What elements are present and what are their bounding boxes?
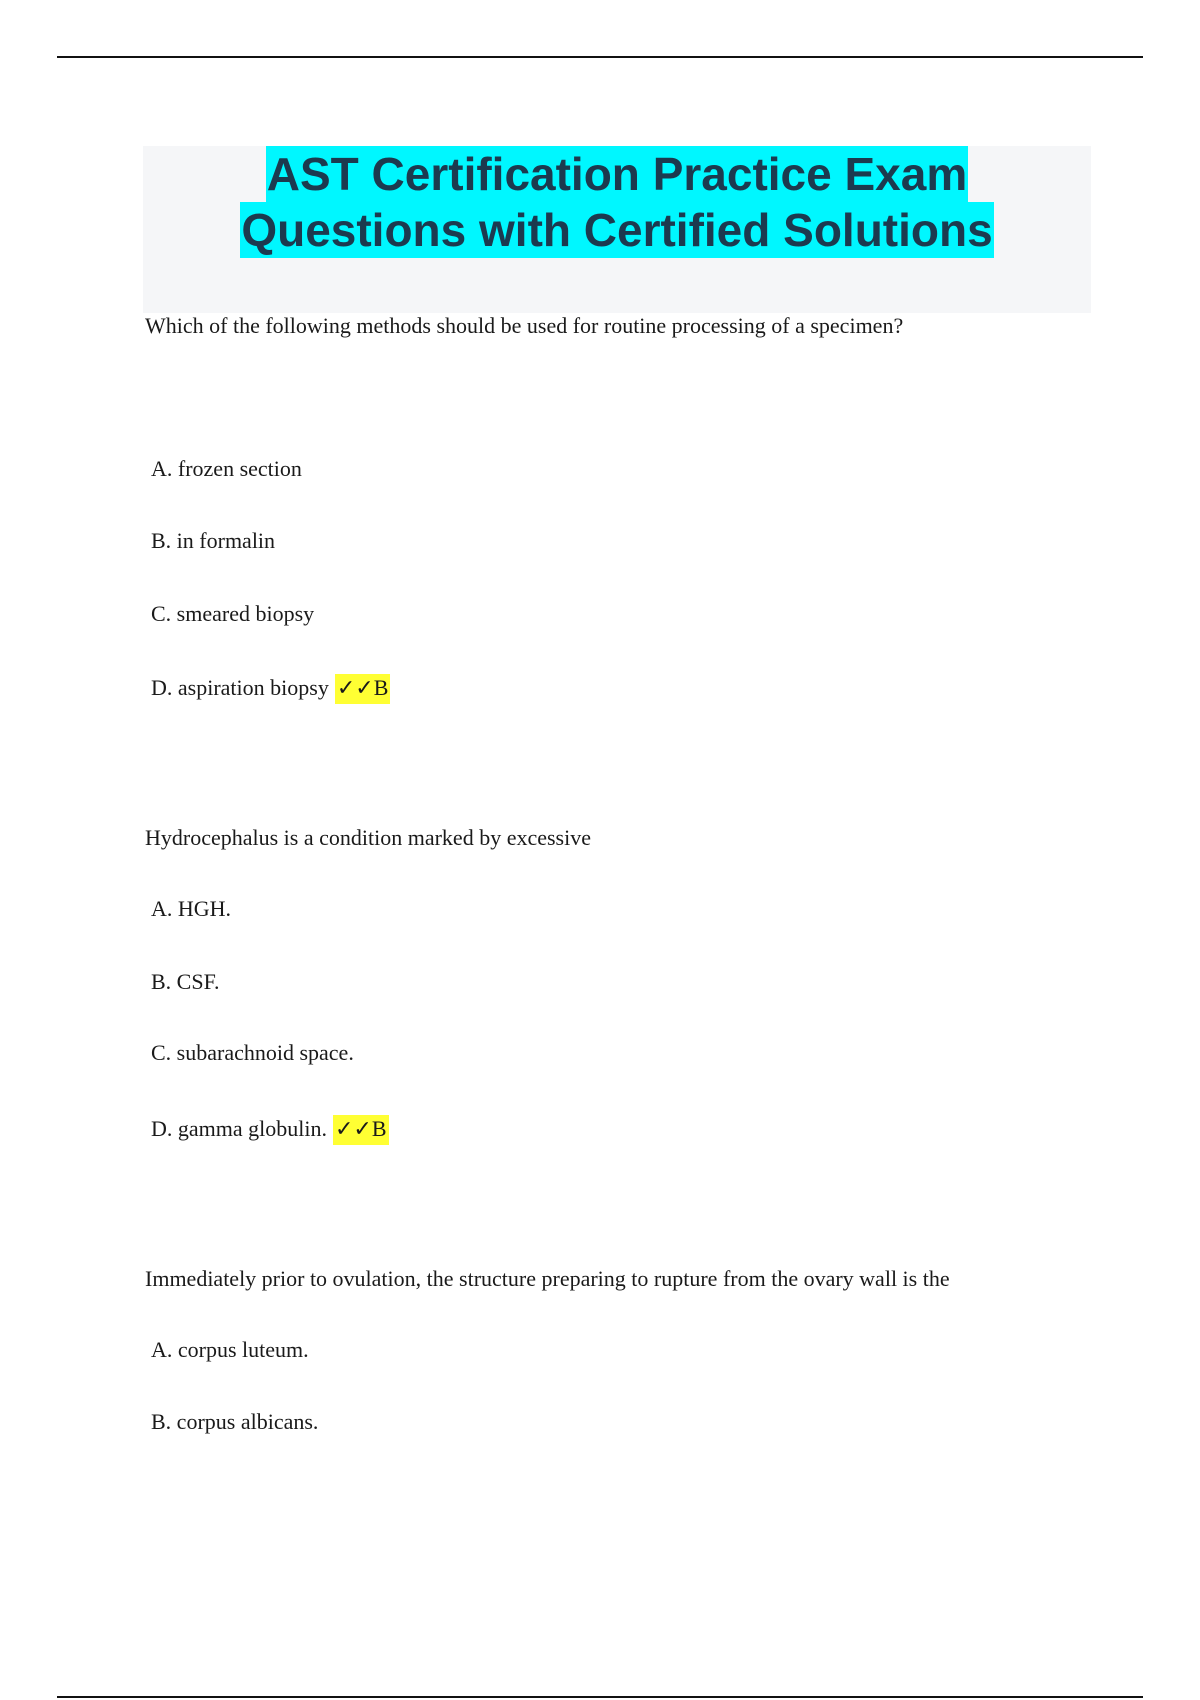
question-1-option-c: C. smeared biopsy	[151, 601, 315, 626]
bottom-rule	[57, 1696, 1143, 1698]
question-1-answer	[335, 674, 391, 704]
question-2-option-c: C. subarachnoid space.	[151, 1040, 354, 1065]
question-1-option-d-row	[151, 674, 390, 703]
answer-check-icon: ✓✓	[336, 676, 374, 701]
document-title	[143, 146, 1091, 258]
title-panel	[143, 146, 1091, 313]
top-rule	[57, 56, 1143, 58]
question-1-option-d: D. aspiration biopsy	[151, 675, 329, 700]
question-1-option-a: A. frozen section	[151, 456, 302, 481]
question-1-option-b: B. in formalin	[151, 528, 276, 553]
question-2-option-d: D. gamma globulin.	[151, 1116, 327, 1141]
question-1-text: Which of the following methods should be used for routine processing of a specimen?	[145, 313, 904, 338]
question-3-option-b: B. corpus albicans.	[151, 1409, 319, 1434]
title-line-2: Questions with Certified Solutions	[241, 204, 993, 256]
question-2-option-d-row	[151, 1115, 389, 1144]
question-2-option-b: B. CSF.	[151, 969, 220, 994]
question-3-text: Immediately prior to ovulation, the structure preparing to rupture from the ovary wall is the	[145, 1266, 950, 1291]
question-1-answer-letter: B	[373, 675, 389, 700]
question-2-text: Hydrocephalus is a condition marked by excessive	[145, 825, 591, 850]
question-2-answer	[333, 1115, 389, 1145]
question-2-option-a: A. HGH.	[151, 896, 232, 921]
question-3-option-a: A. corpus luteum.	[151, 1337, 309, 1362]
title-line-1: AST Certification Practice Exam	[266, 148, 968, 200]
question-2-answer-letter: B	[371, 1116, 387, 1141]
answer-check-icon: ✓✓	[334, 1117, 372, 1142]
